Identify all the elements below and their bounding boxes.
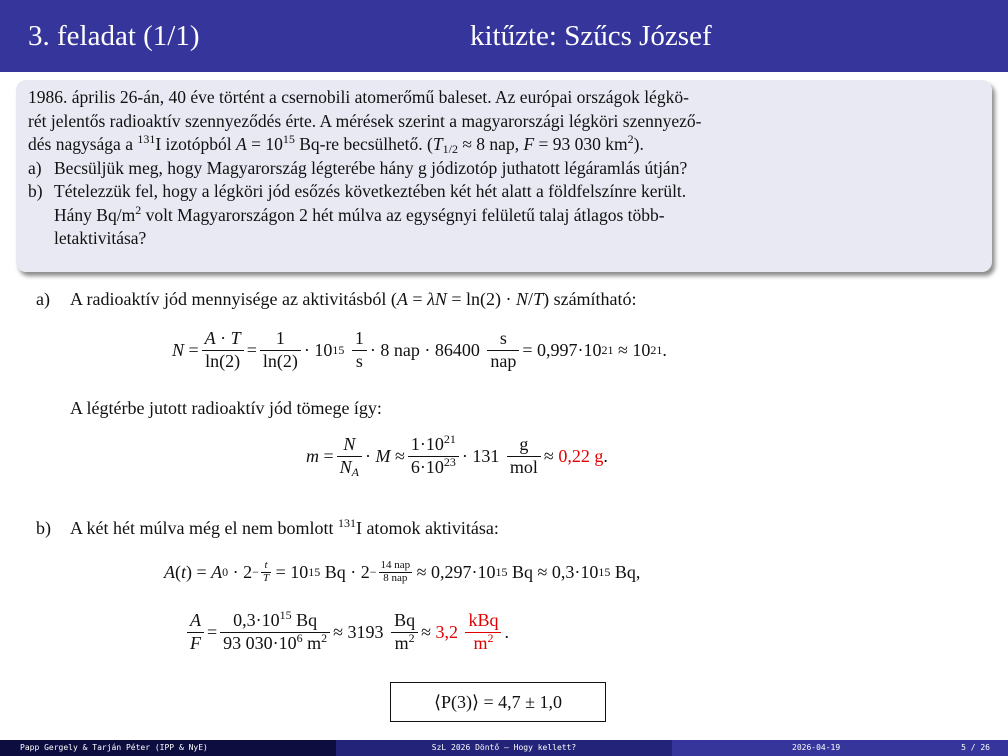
footer-right xyxy=(672,740,1008,756)
item-a-text: Becsüljük meg, hogy Magyarország légterébe hány g jódizotóp juthatott légáramlás útján? xyxy=(54,157,688,178)
item-a-label: a) xyxy=(28,157,42,178)
solution-a-line-1: A radioaktív jód mennyisége az aktivitásból (A = λN = ln(2) · N/T) számítható: xyxy=(70,289,637,309)
equation-n: N = $\frac{A \cdot T}{\ln(2)}$ = $\frac{1}{\ln(2)}$ · 10 15 $\frac{1}{s}$ · 8 nap · 86400 $\frac{s}{\text{nap}}$ = 0,997·10 21 ≈ 10 21 . xyxy=(172,328,667,371)
footer-date: 2026-04-19 xyxy=(792,743,841,752)
problem-item-a xyxy=(28,157,978,181)
equation-activity: A ( t ) = A 0 · 2 − $\frac{t}{T}$ = 10 15 Bq · 2 − 14 nap 8 nap ≈ 0,297·10 15 Bq ≈ 0,3·10 15 Bq, xyxy=(164,559,641,584)
slide-header xyxy=(0,0,1008,72)
problem-intro-line-3: dés nagysága a $^{131}$I izotópból $A = 10^{15}$ Bq-re becsülhető. ($T_{1/2} \approx 8$ nap, F = 93 030 $km^2$). xyxy=(28,132,644,156)
solution-b-line-1: A két hét múlva még el nem bomlott $^{131}$I atomok aktivitása: xyxy=(70,516,499,538)
item-b-text-1: Tételezzük fel, hogy a légköri jód esőzés következtében két hét alatt a földfelszínre került. xyxy=(54,181,687,201)
problem-item-b xyxy=(28,180,978,251)
final-result-box: ⟨P(3)⟩ = 4,7 ± 1,0 xyxy=(390,682,606,722)
slide-author: kitűzte: Szűcs József xyxy=(470,20,712,52)
problem-box xyxy=(16,80,992,272)
item-b-text-3: letaktivitása? xyxy=(54,228,147,248)
footer-authors: Papp Gergely & Tarján Péter (IPP & NyE) xyxy=(0,740,336,756)
solution-b-label: b) xyxy=(36,518,51,538)
slide-title: 3. feladat (1/1) xyxy=(28,20,200,52)
problem-intro-line-1: 1986. április 26-án, 40 éve történt a csernobili atomerőmű baleset. Az európai országok légkö- xyxy=(28,87,689,107)
equation-area-activity: $\frac{A}{F}$ = $\frac{0,3\cdot 10^{15} Bq}{93 030\cdot 10^6 m^2}$ ≈ 3193 $\frac{Bq}{m^2}$ ≈ 3,2 $\frac{\text{kBq}}{m^2}$ . xyxy=(184,610,509,655)
item-b-label: b) xyxy=(28,181,43,201)
slide-footer xyxy=(0,740,1008,756)
problem-intro-line-2: rét jelentős radioaktív szennyeződés érte. A mérések szerint a magyarországi légköri szennyező- xyxy=(28,110,702,131)
item-b-text-2: Hány $Bq/m^2$ volt Magyarországon 2 hét múlva az egységnyi felületű talaj átlagos több- xyxy=(54,202,665,225)
solution-a-line-2: A légtérbe jutott radioaktív jód tömege így: xyxy=(70,398,382,418)
solution-a-label: a) xyxy=(36,289,50,309)
area-activity-result: 3,2 xyxy=(435,621,458,642)
area-activity-unit: $\frac{\text{kBq}}{m^2}$ xyxy=(465,610,501,655)
equation-mass: m = $\frac{N}{N_A}$ · M ≈ $\frac{1\cdot 10^{21}}{6\cdot 10^{23}}$ · 131 $\frac{g}{\text{mol}}$ ≈ 0,22 g . xyxy=(306,432,608,479)
mass-result: 0,22 g xyxy=(558,445,604,466)
isotope-mass-number: 131 xyxy=(137,132,156,146)
page-number: 5 / 26 xyxy=(961,743,990,752)
footer-event: SzL 2026 Döntő – Hogy kellett? xyxy=(336,740,672,756)
